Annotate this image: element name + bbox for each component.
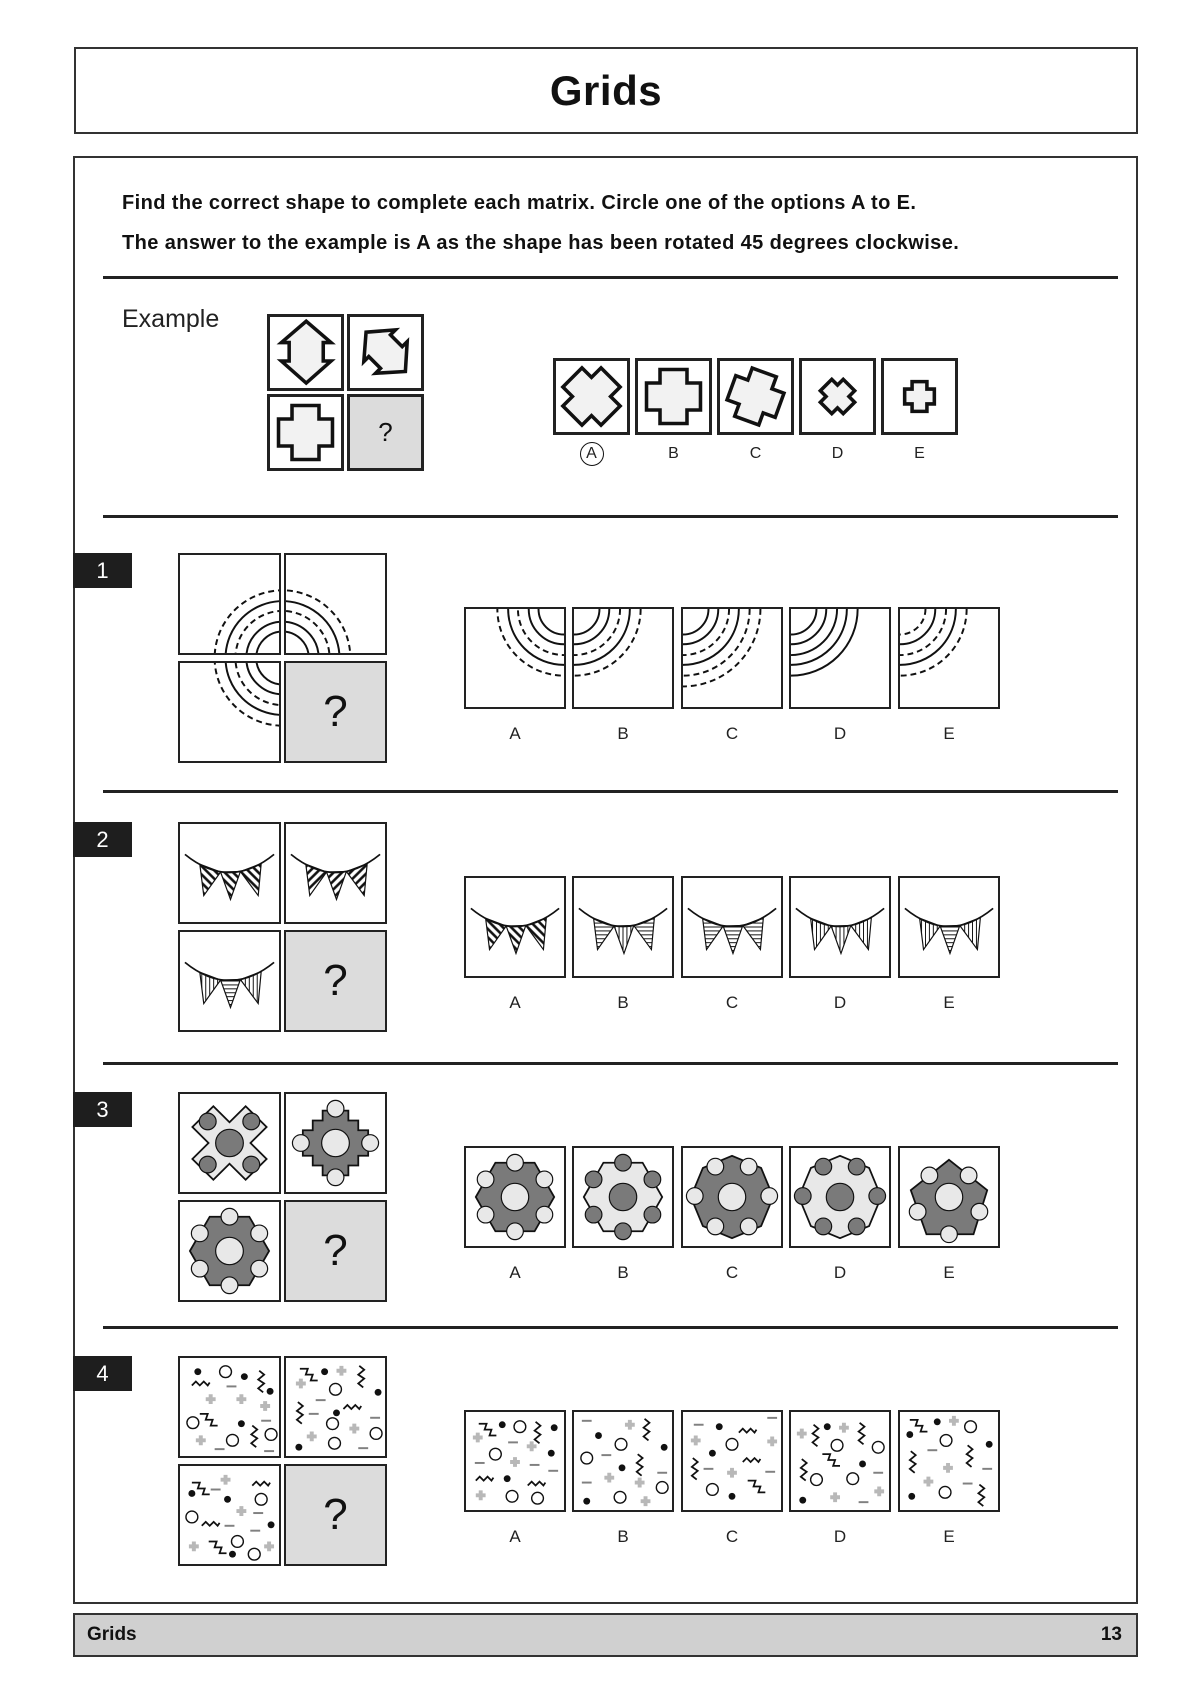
option-a[interactable] [464,1410,566,1512]
arcs-figure-icon [466,609,564,707]
option-b[interactable] [572,607,674,709]
arcs-figure-icon [791,609,889,707]
gear-figure-icon [574,1148,672,1246]
bunting-figure-icon [683,878,781,976]
grid-cell-2 [284,553,387,655]
gear-figure-icon [286,1094,385,1192]
example-grid-cell-3 [267,394,344,471]
question-number-badge: 4 [73,1356,132,1391]
grid-cell-3 [178,1464,281,1566]
option-a[interactable] [464,876,566,978]
scatter-figure-icon [791,1412,889,1510]
question-mark: ? [323,687,348,736]
example-missing-cell [347,394,424,471]
grid-cell-3 [178,930,281,1032]
option-letter: D [831,445,844,462]
option-e[interactable] [898,876,1000,978]
grid-cell-2 [284,822,387,924]
option-a[interactable] [464,1146,566,1248]
gear-figure-icon [791,1148,889,1246]
scatter-figure-icon [180,1466,279,1564]
shape-figure-icon [884,361,955,432]
bunting-figure-icon [286,824,385,922]
question-4 [0,1356,1200,1556]
shape-figure-icon [556,361,627,432]
example-option-e[interactable] [881,358,958,435]
shape-figure-icon [802,361,873,432]
option-c[interactable] [681,876,783,978]
shape-figure-icon [720,361,791,432]
option-c[interactable] [681,1410,783,1512]
grid-cell-1 [178,553,281,655]
page-number: 13 [1100,1624,1122,1645]
scatter-figure-icon [180,1358,279,1456]
option-label-b[interactable]: B [617,1527,629,1546]
option-label-b[interactable]: B [617,1263,629,1282]
arcs-figure-icon [683,609,781,707]
scatter-figure-icon [683,1412,781,1510]
option-label-c[interactable]: C [725,1263,739,1282]
instruction-line-2: The answer to the example is A as the shape has been rotated 45 degrees clockwise. [122,232,960,254]
option-label-d[interactable]: D [833,724,847,743]
option-c[interactable] [681,1146,783,1248]
shape-figure-icon [270,317,341,388]
missing-cell [284,661,387,763]
title-banner [74,47,1138,134]
gear-figure-icon [466,1148,564,1246]
option-label-a[interactable]: A [509,724,521,743]
option-label-a[interactable]: A [509,993,521,1012]
option-b[interactable] [572,1146,674,1248]
arcs-figure-icon [180,555,279,653]
shape-figure-icon [270,397,341,468]
option-letter: C [749,445,762,462]
arcs-figure-icon [180,663,279,761]
option-label-c[interactable]: C [725,724,739,743]
option-label-d[interactable]: D [833,1527,847,1546]
option-b[interactable] [572,876,674,978]
option-d[interactable] [789,1146,891,1248]
example-option-b[interactable] [635,358,712,435]
divider [103,790,1118,793]
grid-cell-1 [178,1356,281,1458]
question-number-badge: 1 [73,553,132,588]
shape-figure-icon [350,317,421,388]
question-3 [0,1092,1200,1292]
option-label-d[interactable]: D [833,993,847,1012]
option-label-e[interactable]: E [943,1527,955,1546]
example-section [0,305,1200,514]
option-c[interactable] [681,607,783,709]
question-2 [0,822,1200,1022]
grid-cell-3 [178,661,281,763]
arcs-figure-icon [286,555,385,653]
option-label-e[interactable]: E [943,1263,955,1282]
arcs-figure-icon [574,609,672,707]
divider [103,515,1118,518]
grid-cell-2 [284,1356,387,1458]
question-mark: ? [323,1226,348,1275]
page-title: Grids [549,66,663,114]
divider [103,276,1118,279]
gear-figure-icon [683,1148,781,1246]
example-option-label-b[interactable] [635,442,712,466]
option-label-b[interactable]: B [617,724,629,743]
scatter-figure-icon [900,1412,998,1510]
option-letter: A [580,442,604,466]
option-letter: E [914,445,925,462]
page-footer [73,1613,1138,1657]
divider [103,1326,1118,1329]
option-a[interactable] [464,607,566,709]
grid-cell-3 [178,1200,281,1302]
question-mark: ? [323,956,348,1005]
option-label-c[interactable]: C [725,993,739,1012]
option-b[interactable] [572,1410,674,1512]
gear-figure-icon [900,1148,998,1246]
missing-cell [284,1464,387,1566]
example-option-label-d[interactable] [799,442,876,466]
bunting-figure-icon [180,824,279,922]
missing-cell [284,1200,387,1302]
bunting-figure-icon [180,932,279,1030]
option-d[interactable] [789,1410,891,1512]
example-grid-cell-2 [347,314,424,391]
question-number-badge: 2 [73,822,132,857]
divider [103,1062,1118,1065]
bunting-figure-icon [466,878,564,976]
example-option-label-c[interactable] [717,442,794,466]
example-label: Example [122,305,220,333]
example-option-c[interactable] [717,358,794,435]
question-1 [0,553,1200,753]
bunting-figure-icon [791,878,889,976]
option-letter: B [668,445,679,462]
scatter-figure-icon [574,1412,672,1510]
arcs-figure-icon [900,609,998,707]
instruction-line-1: Find the correct shape to complete each matrix. Circle one of the options A to E. [122,192,917,214]
question-number-badge: 3 [73,1092,132,1127]
bunting-figure-icon [900,878,998,976]
example-option-d[interactable] [799,358,876,435]
gear-figure-icon [180,1202,279,1300]
footer-section-name: Grids [87,1624,137,1645]
grid-cell-1 [178,822,281,924]
bunting-figure-icon [574,878,672,976]
example-option-label-a[interactable] [553,442,630,466]
grid-cell-2 [284,1092,387,1194]
option-label-c[interactable]: C [725,1527,739,1546]
example-grid-cell-1 [267,314,344,391]
scatter-figure-icon [466,1412,564,1510]
gear-figure-icon [180,1094,279,1192]
missing-cell [284,930,387,1032]
scatter-figure-icon [286,1358,385,1456]
option-e[interactable] [898,1410,1000,1512]
option-label-e[interactable]: E [943,724,955,743]
grid-cell-1 [178,1092,281,1194]
option-label-a[interactable]: A [509,1263,521,1282]
option-label-a[interactable]: A [509,1527,521,1546]
question-mark: ? [378,417,393,447]
example-option-a[interactable] [553,358,630,435]
option-label-b[interactable]: B [617,993,629,1012]
option-label-d[interactable]: D [833,1263,847,1282]
option-d[interactable] [789,607,891,709]
option-d[interactable] [789,876,891,978]
option-label-e[interactable]: E [943,993,955,1012]
example-option-label-e[interactable] [881,442,958,466]
option-e[interactable] [898,607,1000,709]
question-mark: ? [323,1490,348,1539]
option-e[interactable] [898,1146,1000,1248]
shape-figure-icon [638,361,709,432]
